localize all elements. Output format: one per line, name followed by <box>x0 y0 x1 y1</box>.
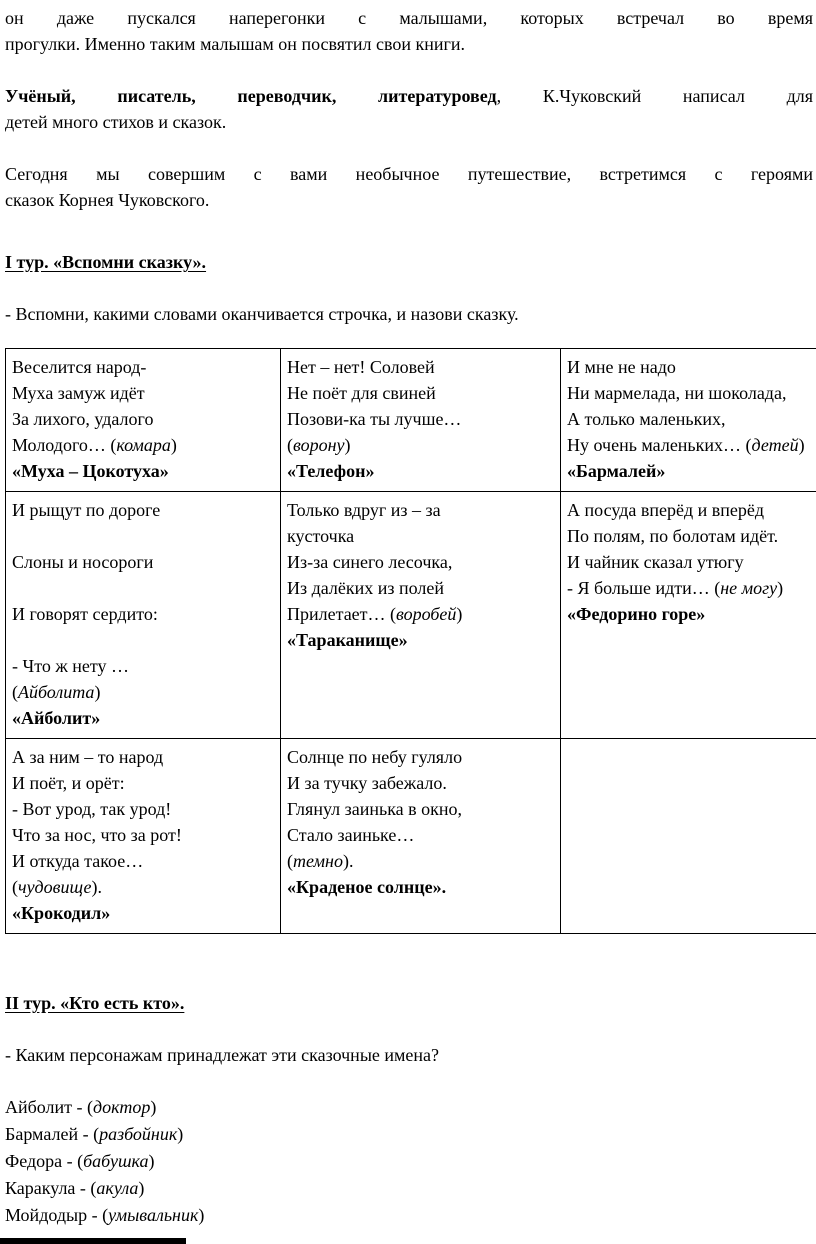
table-row <box>6 492 816 739</box>
text-line <box>12 770 274 796</box>
text-segment: Мойдодыр - ( <box>5 1205 109 1225</box>
text-segment: «Муха – Цокотуха» <box>12 461 169 481</box>
text-segment: - Вот урод, так урод! <box>12 799 172 819</box>
text-segment: бабушка <box>83 1151 149 1171</box>
text-segment: доктор <box>93 1097 151 1117</box>
round2-prompt: - Каким персонажам принадлежат эти сказочные имена? <box>5 1045 440 1065</box>
text-line <box>287 822 554 848</box>
text-segment: ( <box>12 877 18 897</box>
text-segment: Из далёких из полей <box>287 578 445 598</box>
text-segment: Бармалей - ( <box>5 1124 100 1144</box>
text-segment: темно <box>293 851 343 871</box>
text-line <box>567 601 816 627</box>
text-segment: Из-за синего лесочка, <box>287 552 453 572</box>
text-segment: И чайник сказал утюгу <box>567 552 744 572</box>
text-segment: воробей <box>396 604 457 624</box>
text-segment: ) <box>177 1124 184 1144</box>
text-segment: Айболит - ( <box>5 1097 94 1117</box>
text-segment: За лихого, удалого <box>12 409 154 429</box>
table-cell-r3c2 <box>281 739 561 934</box>
text-line <box>567 575 816 601</box>
table-cell-r1c1 <box>6 349 281 492</box>
text-line <box>5 1094 816 1121</box>
text-segment: «Бармалей» <box>567 461 666 481</box>
text-line <box>5 31 813 57</box>
text-segment: ) <box>148 1151 155 1171</box>
text-segment: не могу <box>720 578 778 598</box>
text-segment: Сегодня мы совершим с вами необычное путешествие, встретимся с героями <box>5 164 813 184</box>
text-segment: А только маленьких, <box>567 409 726 429</box>
text-segment: И рыщут по дороге <box>12 500 161 520</box>
text-line <box>287 770 554 796</box>
text-segment: Глянул заинька в окно, <box>287 799 463 819</box>
text-segment: «Федорино горе» <box>567 604 706 624</box>
table-cell-r1c3 <box>561 349 816 492</box>
text-line <box>567 497 816 523</box>
text-segment: Только вдруг из – за <box>287 500 441 520</box>
text-line <box>567 432 816 458</box>
text-segment: И говорят сердито: <box>12 604 158 624</box>
text-line <box>12 406 274 432</box>
table-cell-r2c1 <box>6 492 281 739</box>
text-segment: ) <box>798 435 805 455</box>
text-segment: ) <box>777 578 784 598</box>
text-line <box>12 822 274 848</box>
text-segment: Веселится народ- <box>12 357 147 377</box>
text-line <box>12 744 274 770</box>
text-segment: Айболита <box>18 682 95 702</box>
text-line <box>12 679 274 705</box>
clipped-text-fragment <box>0 1238 186 1244</box>
text-segment: И мне не надо <box>567 357 676 377</box>
text-line <box>5 5 813 31</box>
text-segment: Ни мармелада, ни шоколада, <box>567 383 787 403</box>
text-segment: ( <box>287 851 293 871</box>
text-segment: сказок Корнея Чуковского. <box>5 190 210 210</box>
text-segment: И откуда такое… <box>12 851 144 871</box>
text-segment: «Крокодил» <box>12 903 111 923</box>
text-segment: ) <box>170 435 177 455</box>
text-line <box>567 523 816 549</box>
text-line <box>287 458 554 484</box>
text-line <box>12 627 274 653</box>
text-segment: ) <box>198 1205 205 1225</box>
text-line <box>567 380 816 406</box>
text-segment: По полям, по болотам идёт. <box>567 526 779 546</box>
text-line <box>12 601 274 627</box>
text-segment: ). <box>91 877 102 897</box>
text-line <box>12 874 274 900</box>
text-segment: акула <box>96 1178 139 1198</box>
text-segment: Позови-ка ты лучше… <box>287 409 462 429</box>
text-line <box>287 796 554 822</box>
table-row <box>6 739 816 934</box>
text-segment: Учёный, писатель, переводчик, литературовед <box>5 86 497 106</box>
text-segment: «Тараканище» <box>287 630 408 650</box>
text-line <box>5 161 813 187</box>
text-segment: ) <box>94 682 101 702</box>
paragraph-intro-continuation <box>5 5 813 57</box>
text-segment: ( <box>12 682 18 702</box>
text-line <box>287 354 554 380</box>
text-segment: Что за нос, что за рот! <box>12 825 182 845</box>
text-segment: прогулки. Именно таким малышам он посвятил свои книги. <box>5 34 466 54</box>
text-line <box>287 874 554 900</box>
text-segment: Каракула - ( <box>5 1178 97 1198</box>
paragraph-author-description <box>5 83 813 135</box>
text-line <box>567 354 816 380</box>
text-line <box>12 796 274 822</box>
text-line <box>287 497 554 523</box>
text-line <box>12 653 274 679</box>
text-line <box>5 1175 816 1202</box>
text-segment: - Я больше идти… ( <box>567 578 721 598</box>
text-segment: И поёт, и орёт: <box>12 773 125 793</box>
text-line <box>12 549 274 575</box>
text-segment: ) <box>344 435 351 455</box>
text-line <box>12 380 274 406</box>
text-line <box>287 601 554 627</box>
text-line <box>287 744 554 770</box>
text-line <box>5 109 813 135</box>
text-line <box>12 497 274 523</box>
table-cell-r3c1 <box>6 739 281 934</box>
text-segment: ) <box>138 1178 145 1198</box>
text-segment: чудовище <box>18 877 92 897</box>
text-segment: «Краденое солнце». <box>287 877 447 897</box>
text-segment: он даже пускался наперегонки с малышами, которых встречал во время <box>5 8 813 28</box>
text-segment: «Айболит» <box>12 708 101 728</box>
text-segment: Нет – нет! Соловей <box>287 357 435 377</box>
text-line <box>12 575 274 601</box>
text-line <box>5 1148 816 1175</box>
text-line <box>287 549 554 575</box>
text-segment: И за тучку забежало. <box>287 773 447 793</box>
text-segment: Федора - ( <box>5 1151 84 1171</box>
text-line <box>5 83 813 109</box>
text-segment: детей много стихов и сказок. <box>5 112 227 132</box>
character-name-list <box>5 1094 816 1229</box>
text-segment: Солнце по небу гуляло <box>287 747 463 767</box>
round2-heading: II тур. «Кто есть кто». <box>5 993 185 1013</box>
text-line <box>567 406 816 432</box>
paragraph-journey-intro <box>5 161 813 213</box>
text-line <box>12 523 274 549</box>
round1-prompt: - Вспомни, какими словами оканчивается строчка, и назови сказку. <box>5 304 519 324</box>
text-line <box>12 354 274 380</box>
table-cell-r3c3 <box>561 739 816 934</box>
text-line <box>567 458 816 484</box>
text-segment: разбойник <box>99 1124 178 1144</box>
table-row <box>6 349 816 492</box>
text-line <box>12 900 274 926</box>
text-segment: ( <box>287 435 293 455</box>
text-segment: комара <box>116 435 171 455</box>
text-line <box>12 432 274 458</box>
text-segment: ворону <box>293 435 345 455</box>
text-segment: Стало заиньке… <box>287 825 415 845</box>
text-segment: Молодого… ( <box>12 435 117 455</box>
text-segment: А за ним – то народ <box>12 747 164 767</box>
text-segment: кусточка <box>287 526 355 546</box>
text-segment: ). <box>342 851 354 871</box>
text-line <box>287 432 554 458</box>
text-line <box>287 380 554 406</box>
text-line <box>287 575 554 601</box>
text-segment: «Телефон» <box>287 461 375 481</box>
text-segment: Прилетает… ( <box>287 604 397 624</box>
text-segment: ) <box>150 1097 157 1117</box>
text-segment: Не поёт для свиней <box>287 383 436 403</box>
table-cell-r2c3 <box>561 492 816 739</box>
text-line <box>287 848 554 874</box>
text-line <box>287 406 554 432</box>
text-line <box>5 187 813 213</box>
text-line <box>567 549 816 575</box>
quiz-table <box>5 348 816 934</box>
text-line <box>12 848 274 874</box>
text-segment: Ну очень маленьких… ( <box>567 435 752 455</box>
text-segment: ) <box>456 604 463 624</box>
text-line <box>12 705 274 731</box>
text-line <box>287 523 554 549</box>
text-segment: детей <box>751 435 799 455</box>
text-line <box>287 627 554 653</box>
text-segment: Муха замуж идёт <box>12 383 145 403</box>
table-cell-r1c2 <box>281 349 561 492</box>
table-cell-r2c2 <box>281 492 561 739</box>
text-line <box>5 1121 816 1148</box>
text-segment: Слоны и носороги <box>12 552 154 572</box>
text-segment: умывальник <box>108 1205 199 1225</box>
text-line <box>5 1202 816 1229</box>
text-line <box>12 458 274 484</box>
text-segment: - Что ж нету … <box>12 656 130 676</box>
round1-heading: I тур. «Вспомни сказку». <box>5 252 207 272</box>
text-segment: А посуда вперёд и вперёд <box>567 500 765 520</box>
text-segment: , К.Чуковский написал для <box>496 86 814 106</box>
